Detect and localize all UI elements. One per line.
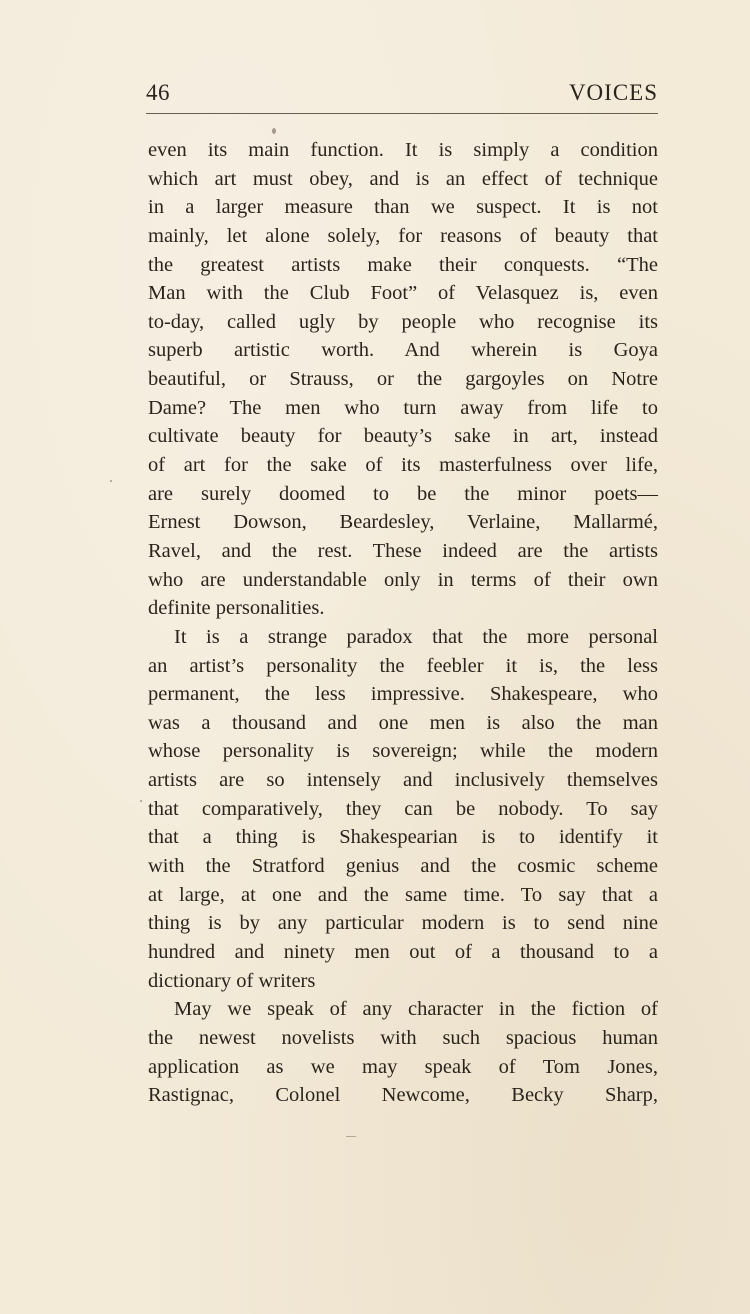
text-line: artists are so intensely and inclusively themselves — [148, 769, 658, 792]
ink-speck — [110, 480, 112, 482]
text-line: definite personalities. — [148, 597, 325, 620]
text-line: Man with the Club Foot” of Velasquez is, even — [148, 282, 658, 305]
text-line: superb artistic worth. And wherein is Goya — [148, 339, 658, 362]
text-line: mainly, let alone solely, for reasons of beauty that — [148, 224, 658, 247]
text-line: Ravel, and the rest. These indeed are the artists — [148, 539, 658, 562]
text-line: thing is by any particular modern is to send nine — [148, 912, 658, 935]
text-line: was a thousand and one men is also the man — [148, 711, 658, 734]
text-line: dictionary of writers — [148, 969, 316, 992]
text-line: It is a strange paradox that the more personal — [174, 625, 658, 648]
text-line: even its main function. It is simply a condition — [148, 139, 658, 161]
text-line: which art must obey, and is an effect of technique — [148, 167, 658, 190]
text-line: who are understandable only in terms of their own — [148, 568, 658, 591]
text-line: with the Stratford genius and the cosmic scheme — [148, 855, 658, 878]
text-line: Rastignac, Colonel Newcome, Becky Sharp, — [148, 1084, 658, 1107]
text-line: that comparatively, they can be nobody. To say — [148, 797, 658, 820]
ink-speck — [272, 128, 276, 134]
paragraph — [148, 136, 658, 623]
body-text — [148, 136, 658, 1110]
text-line: are surely doomed to be the minor poets— — [148, 482, 658, 505]
page-header — [146, 80, 658, 120]
text-line: the greatest artists make their conquests. “The — [148, 253, 658, 276]
text-line: the newest novelists with such spacious human — [148, 1026, 658, 1049]
text-line: beautiful, or Strauss, or the gargoyles on Notre — [148, 368, 658, 391]
ink-speck — [140, 800, 142, 802]
page-number: 46 — [146, 80, 170, 105]
text-line: Dame? The men who turn away from life to — [148, 396, 658, 419]
text-line: permanent, the less impressive. Shakespeare, who — [148, 683, 658, 706]
running-title: VOICES — [568, 80, 658, 105]
text-line: that a thing is Shakespearian is to identify it — [148, 826, 658, 849]
paragraph — [148, 623, 658, 995]
text-line: Ernest Dowson, Beardesley, Verlaine, Mallarmé, — [148, 511, 658, 534]
header-rule — [146, 113, 658, 114]
text-line: to-day, called ugly by people who recognise its — [148, 310, 658, 333]
text-line: whose personality is sovereign; while the modern — [148, 740, 658, 763]
text-line: in a larger measure than we suspect. It is not — [148, 196, 658, 219]
text-line: of art for the sake of its masterfulness over life, — [148, 454, 658, 477]
ink-mark — [346, 1136, 356, 1137]
text-line: at large, at one and the same time. To say that a — [148, 883, 658, 906]
text-line: hundred and ninety men out of a thousand to a — [148, 940, 658, 963]
paragraph — [148, 995, 658, 1110]
text-line: cultivate beauty for beauty’s sake in art, instead — [148, 425, 658, 448]
text-line: application as we may speak of Tom Jones, — [148, 1055, 658, 1078]
text-line: an artist’s personality the feebler it is, the less — [148, 654, 658, 677]
text-line: May we speak of any character in the fiction of — [174, 998, 658, 1021]
